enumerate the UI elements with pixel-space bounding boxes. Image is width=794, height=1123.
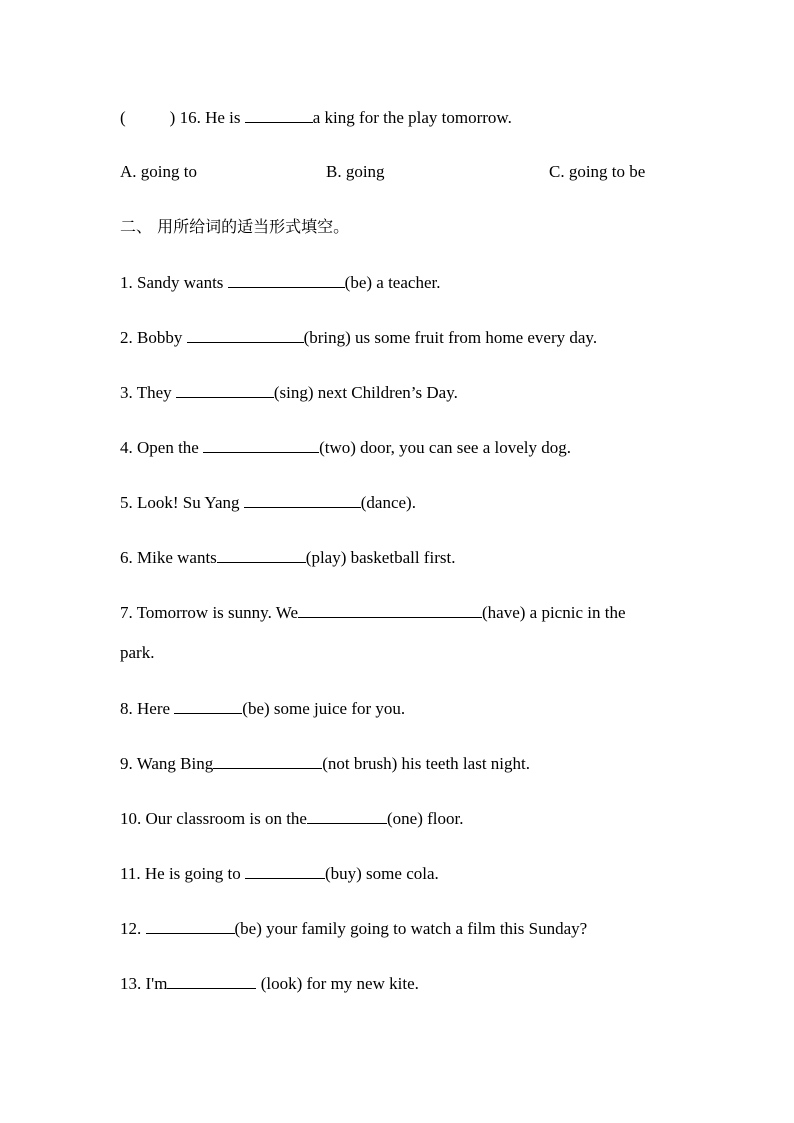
option-a[interactable]: A. going to: [120, 162, 197, 181]
item-text-before: 1. Sandy wants: [120, 273, 228, 292]
item-text-before: 9. Wang Bing: [120, 754, 214, 773]
list-item: [120, 808, 463, 829]
fill-blank[interactable]: [245, 107, 313, 123]
item-text-after: (dance).: [360, 493, 416, 512]
list-item: [120, 918, 587, 939]
list-item: [120, 863, 439, 884]
fill-blank[interactable]: [146, 918, 235, 934]
item-text-after: (sing) next Children’s Day.: [273, 383, 458, 402]
item-text-before: 5. Look! Su Yang: [120, 493, 244, 512]
list-item: [120, 327, 597, 348]
item-text-before: 10. Our classroom is on the: [120, 809, 307, 828]
fill-blank[interactable]: [174, 698, 242, 714]
item-text-before: 4. Open the: [120, 438, 204, 457]
item-text-before: 13. I'm: [120, 974, 168, 993]
fill-blank[interactable]: [228, 272, 345, 288]
list-item-continuation: park.: [120, 643, 155, 662]
list-item: [120, 602, 626, 623]
question-16: [120, 107, 512, 128]
list-item: [120, 382, 458, 403]
item-text-before: 7. Tomorrow is sunny. We: [120, 603, 298, 622]
option-b[interactable]: B. going: [326, 162, 385, 181]
item-text-after: (one) floor.: [386, 809, 464, 828]
fill-blank[interactable]: [245, 863, 325, 879]
item-text-before: 3. They: [120, 383, 176, 402]
list-item: [120, 973, 419, 994]
fill-blank[interactable]: [307, 808, 387, 824]
item-text-before: 8. Here: [120, 699, 175, 718]
fill-blank[interactable]: [244, 492, 361, 508]
fill-blank[interactable]: [217, 547, 306, 563]
item-text-before: 6. Mike wants: [120, 548, 217, 567]
list-item: [120, 753, 530, 774]
question-number: 16.: [179, 108, 201, 127]
item-text-after: (be) some juice for you.: [242, 699, 406, 718]
answer-paren-open: (: [120, 108, 126, 127]
item-text-after: (be) a teacher.: [344, 273, 441, 292]
item-text-after: (play) basketball first.: [305, 548, 456, 567]
list-item: [120, 437, 571, 458]
fill-blank[interactable]: [298, 602, 482, 618]
question-text-after: a king for the play tomorrow.: [312, 108, 512, 127]
fill-blank[interactable]: [167, 973, 256, 989]
answer-paren-close: ): [169, 108, 176, 127]
item-text-after: (two) door, you can see a lovely dog.: [319, 438, 571, 457]
list-item: [120, 547, 455, 568]
list-item: [120, 272, 440, 293]
item-text-after: (be) your family going to watch a film this Sunday?: [234, 919, 588, 938]
item-text-before: 12.: [120, 919, 146, 938]
item-text-after: (buy) some cola.: [324, 864, 439, 883]
item-text-after: (have) a picnic in the: [482, 603, 626, 622]
question-text-before: He is: [205, 108, 241, 127]
fill-blank[interactable]: [187, 327, 304, 343]
fill-blank[interactable]: [203, 437, 319, 453]
list-item: [120, 492, 416, 513]
fill-blank[interactable]: [213, 753, 322, 769]
item-text-before: 11. He is going to: [120, 864, 245, 883]
fill-blank[interactable]: [176, 382, 274, 398]
option-c[interactable]: C. going to be: [549, 162, 646, 181]
item-text-before: 2. Bobby: [120, 328, 187, 347]
section-heading: 二、 用所给词的适当形式填空。: [120, 217, 350, 236]
item-text-after: (not brush) his teeth last night.: [322, 754, 530, 773]
item-text-after: (look) for my new kite.: [256, 974, 419, 993]
item-text-after: (bring) us some fruit from home every day.: [303, 328, 598, 347]
list-item: [120, 698, 405, 719]
